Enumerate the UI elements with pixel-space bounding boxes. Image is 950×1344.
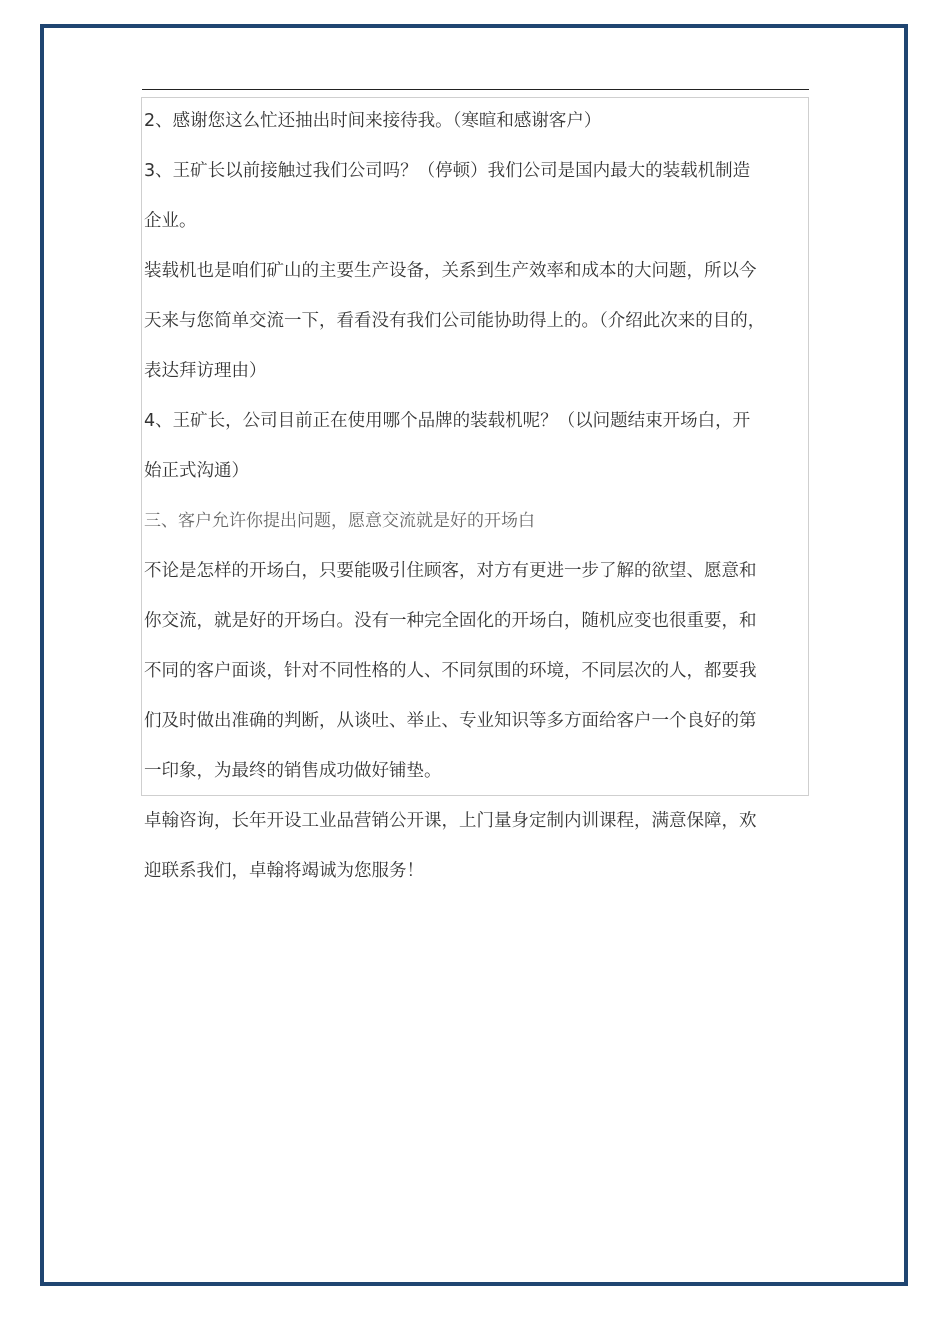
text-line-purpose-end: 表达拜访理由） bbox=[144, 361, 267, 381]
document-body bbox=[144, 96, 818, 896]
text-line-purpose: 装载机也是咱们矿山的主要生产设备，关系到生产效率和成本的大问题，所以今 bbox=[144, 261, 757, 281]
body-line: 不同的客户面谈，针对不同性格的人、不同氛围的环境，不同层次的人，都要我 bbox=[144, 661, 757, 681]
body-line: 你交流，就是好的开场白。没有一种完全固化的开场白，随机应变也很重要，和 bbox=[144, 611, 757, 631]
body-line: 们及时做出准确的判断，从谈吐、举止、专业知识等多方面给客户一个良好的第 bbox=[144, 711, 757, 731]
header-rule bbox=[142, 89, 809, 90]
section-heading: 三、客户允许你提出问题，愿意交流就是好的开场白 bbox=[144, 511, 535, 531]
text-line-company-intro-cont: 企业。 bbox=[144, 211, 197, 231]
footer-line: 迎联系我们，卓翰将竭诚为您服务！ bbox=[144, 861, 424, 881]
text-line-company-intro: 3、王矿长以前接触过我们公司吗？（停顿）我们公司是国内最大的装载机制造 bbox=[144, 161, 751, 181]
body-line: 不论是怎样的开场白，只要能吸引住顾客，对方有更进一步了解的欲望、愿意和 bbox=[144, 561, 757, 581]
text-line-question: 4、王矿长，公司目前正在使用哪个品牌的装载机呢？（以问题结束开场白，开 bbox=[144, 411, 751, 431]
text-line-purpose-cont: 天来与您简单交流一下，看看没有我们公司能协助得上的。（介绍此次来的目的， bbox=[144, 311, 766, 331]
text-line-thanks: 2、感谢您这么忙还抽出时间来接待我。（寒暄和感谢客户） bbox=[144, 111, 602, 131]
text-line-question-end: 始正式沟通） bbox=[144, 461, 249, 481]
footer-line: 卓翰咨询，长年开设工业品营销公开课，上门量身定制内训课程，满意保障，欢 bbox=[144, 811, 757, 831]
body-line: 一印象，为最终的销售成功做好铺垫。 bbox=[144, 761, 442, 781]
